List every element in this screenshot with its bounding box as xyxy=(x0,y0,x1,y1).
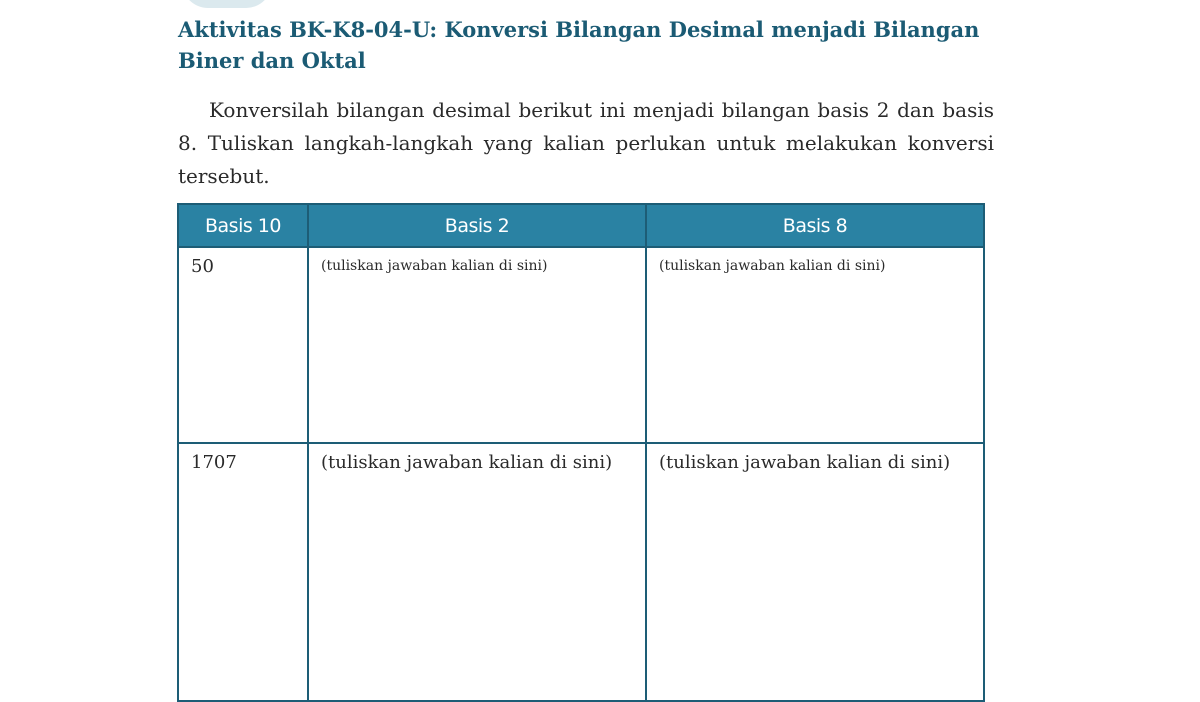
conversion-table xyxy=(177,203,985,702)
binary-answer-cell[interactable]: (tuliskan jawaban kalian di sini) xyxy=(308,443,646,701)
conversion-table-container xyxy=(177,203,983,702)
octal-answer-cell[interactable]: (tuliskan jawaban kalian di sini) xyxy=(646,247,984,443)
activity-instruction: Konversilah bilangan desimal berikut ini menjadi bilangan basis 2 dan basis 8. Tuliskan langkah-langkah yang kalian perlukan untuk melakukan konversi tersebut. xyxy=(178,98,994,188)
binary-answer-cell[interactable]: (tuliskan jawaban kalian di sini) xyxy=(308,247,646,443)
header-basis-8: Basis 8 xyxy=(646,204,984,247)
decimal-value-cell: 50 xyxy=(178,247,308,443)
decorative-tab xyxy=(182,0,272,8)
table-row xyxy=(178,247,984,443)
decimal-value-cell: 1707 xyxy=(178,443,308,701)
activity-section xyxy=(178,14,994,193)
table-row xyxy=(178,443,984,701)
table-header-row xyxy=(178,204,984,247)
header-basis-10: Basis 10 xyxy=(178,204,308,247)
header-basis-2: Basis 2 xyxy=(308,204,646,247)
activity-title: Aktivitas BK-K8-04-U: Konversi Bilangan Desimal menjadi Bilangan Biner dan Oktal xyxy=(178,17,980,73)
octal-answer-cell[interactable]: (tuliskan jawaban kalian di sini) xyxy=(646,443,984,701)
